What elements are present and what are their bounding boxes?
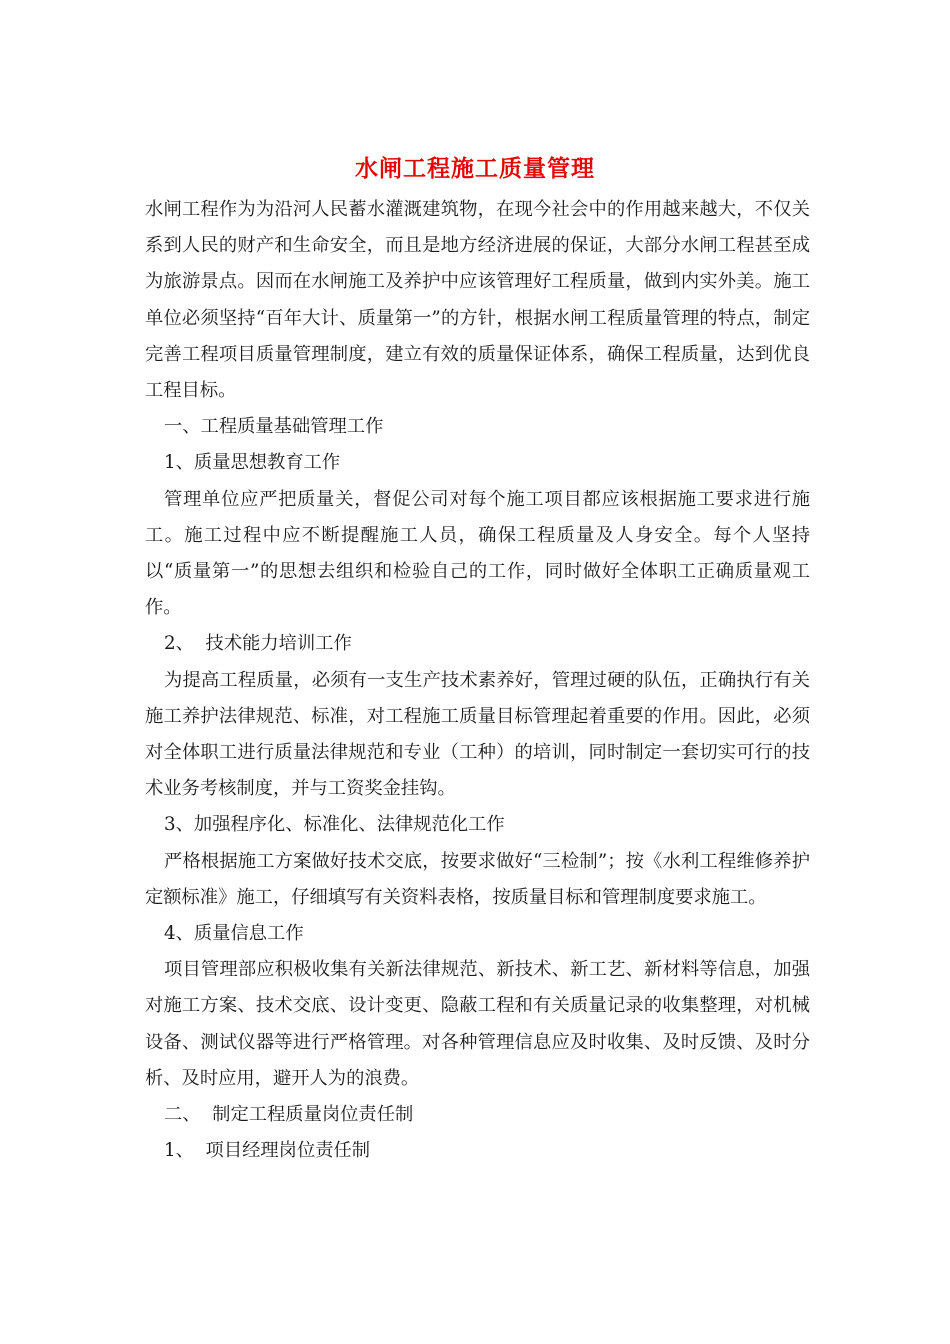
subsection-heading-1-3: 3、加强程序化、标准化、法律规范化工作 [164,814,505,836]
paragraph-1-1: 管理单位应严把质量关，督促公司对每个施工项目都应该根据施工要求进行施工。施工过程中应不断提醒施工人员，确保工程质量及人身安全。每个人坚持以“质量第一”的思想去组织和检验自己的工作，同时做好全体职工正确质量观工作。 [145,488,810,619]
paragraph-1-2: 为提高工程质量，必须有一支生产技术素养好，管理过硬的队伍，正确执行有关施工养护法律规范、标准，对工程施工质量目标管理起着重要的作用。因此，必须对全体职工进行质量法律规范和专业（工种）的培训，同时制定一套切实可行的技术业务考核制度，并与工资奖金挂钩。 [145,669,810,800]
subsection-heading-1-2: 2、 技术能力培训工作 [164,633,352,655]
intro-paragraph: 水闸工程作为为沿河人民蓄水灌溉建筑物，在现今社会中的作用越来越大，不仅关系到人民的财产和生命安全，而且是地方经济进展的保证，大部分水闸工程甚至成为旅游景点。因而在水闸施工及养护中应该管理好工程质量，做到内实外美。施工单位必须坚持“百年大计、质量第一”的方针，根据水闸工程质量管理的特点，制定完善工程项目质量管理制度，建立有效的质量保证体系，确保工程质量，达到优良工程目标。 [145,199,810,402]
paragraph-1-4: 项目管理部应积极收集有关新法律规范、新技术、新工艺、新材料等信息，加强对施工方案、技术交底、设计变更、隐蔽工程和有关质量记录的收集整理，对机械设备、测试仪器等进行严格管理。对各种管理信息应及时收集、及时反馈、及时分析、及时应用，避开人为的浪费。 [145,959,810,1089]
document-body [145,192,810,1169]
section-heading-2: 二、 制定工程质量岗位责任制 [164,1104,414,1126]
subsection-heading-2-1: 1、 项目经理岗位责任制 [164,1140,371,1162]
section-heading-1: 一、工程质量基础管理工作 [164,416,384,438]
subsection-heading-1-4: 4、质量信息工作 [164,923,304,945]
paragraph-1-3: 严格根据施工方案做好技术交底，按要求做好“三检制”；按《水利工程维修养护定额标准》施工，仔细填写有关资料表格，按质量目标和管理制度要求施工。 [145,850,810,908]
document-title: 水闸工程施工质量管理 [355,155,595,182]
subsection-heading-1-1: 1、质量思想教育工作 [164,452,341,474]
